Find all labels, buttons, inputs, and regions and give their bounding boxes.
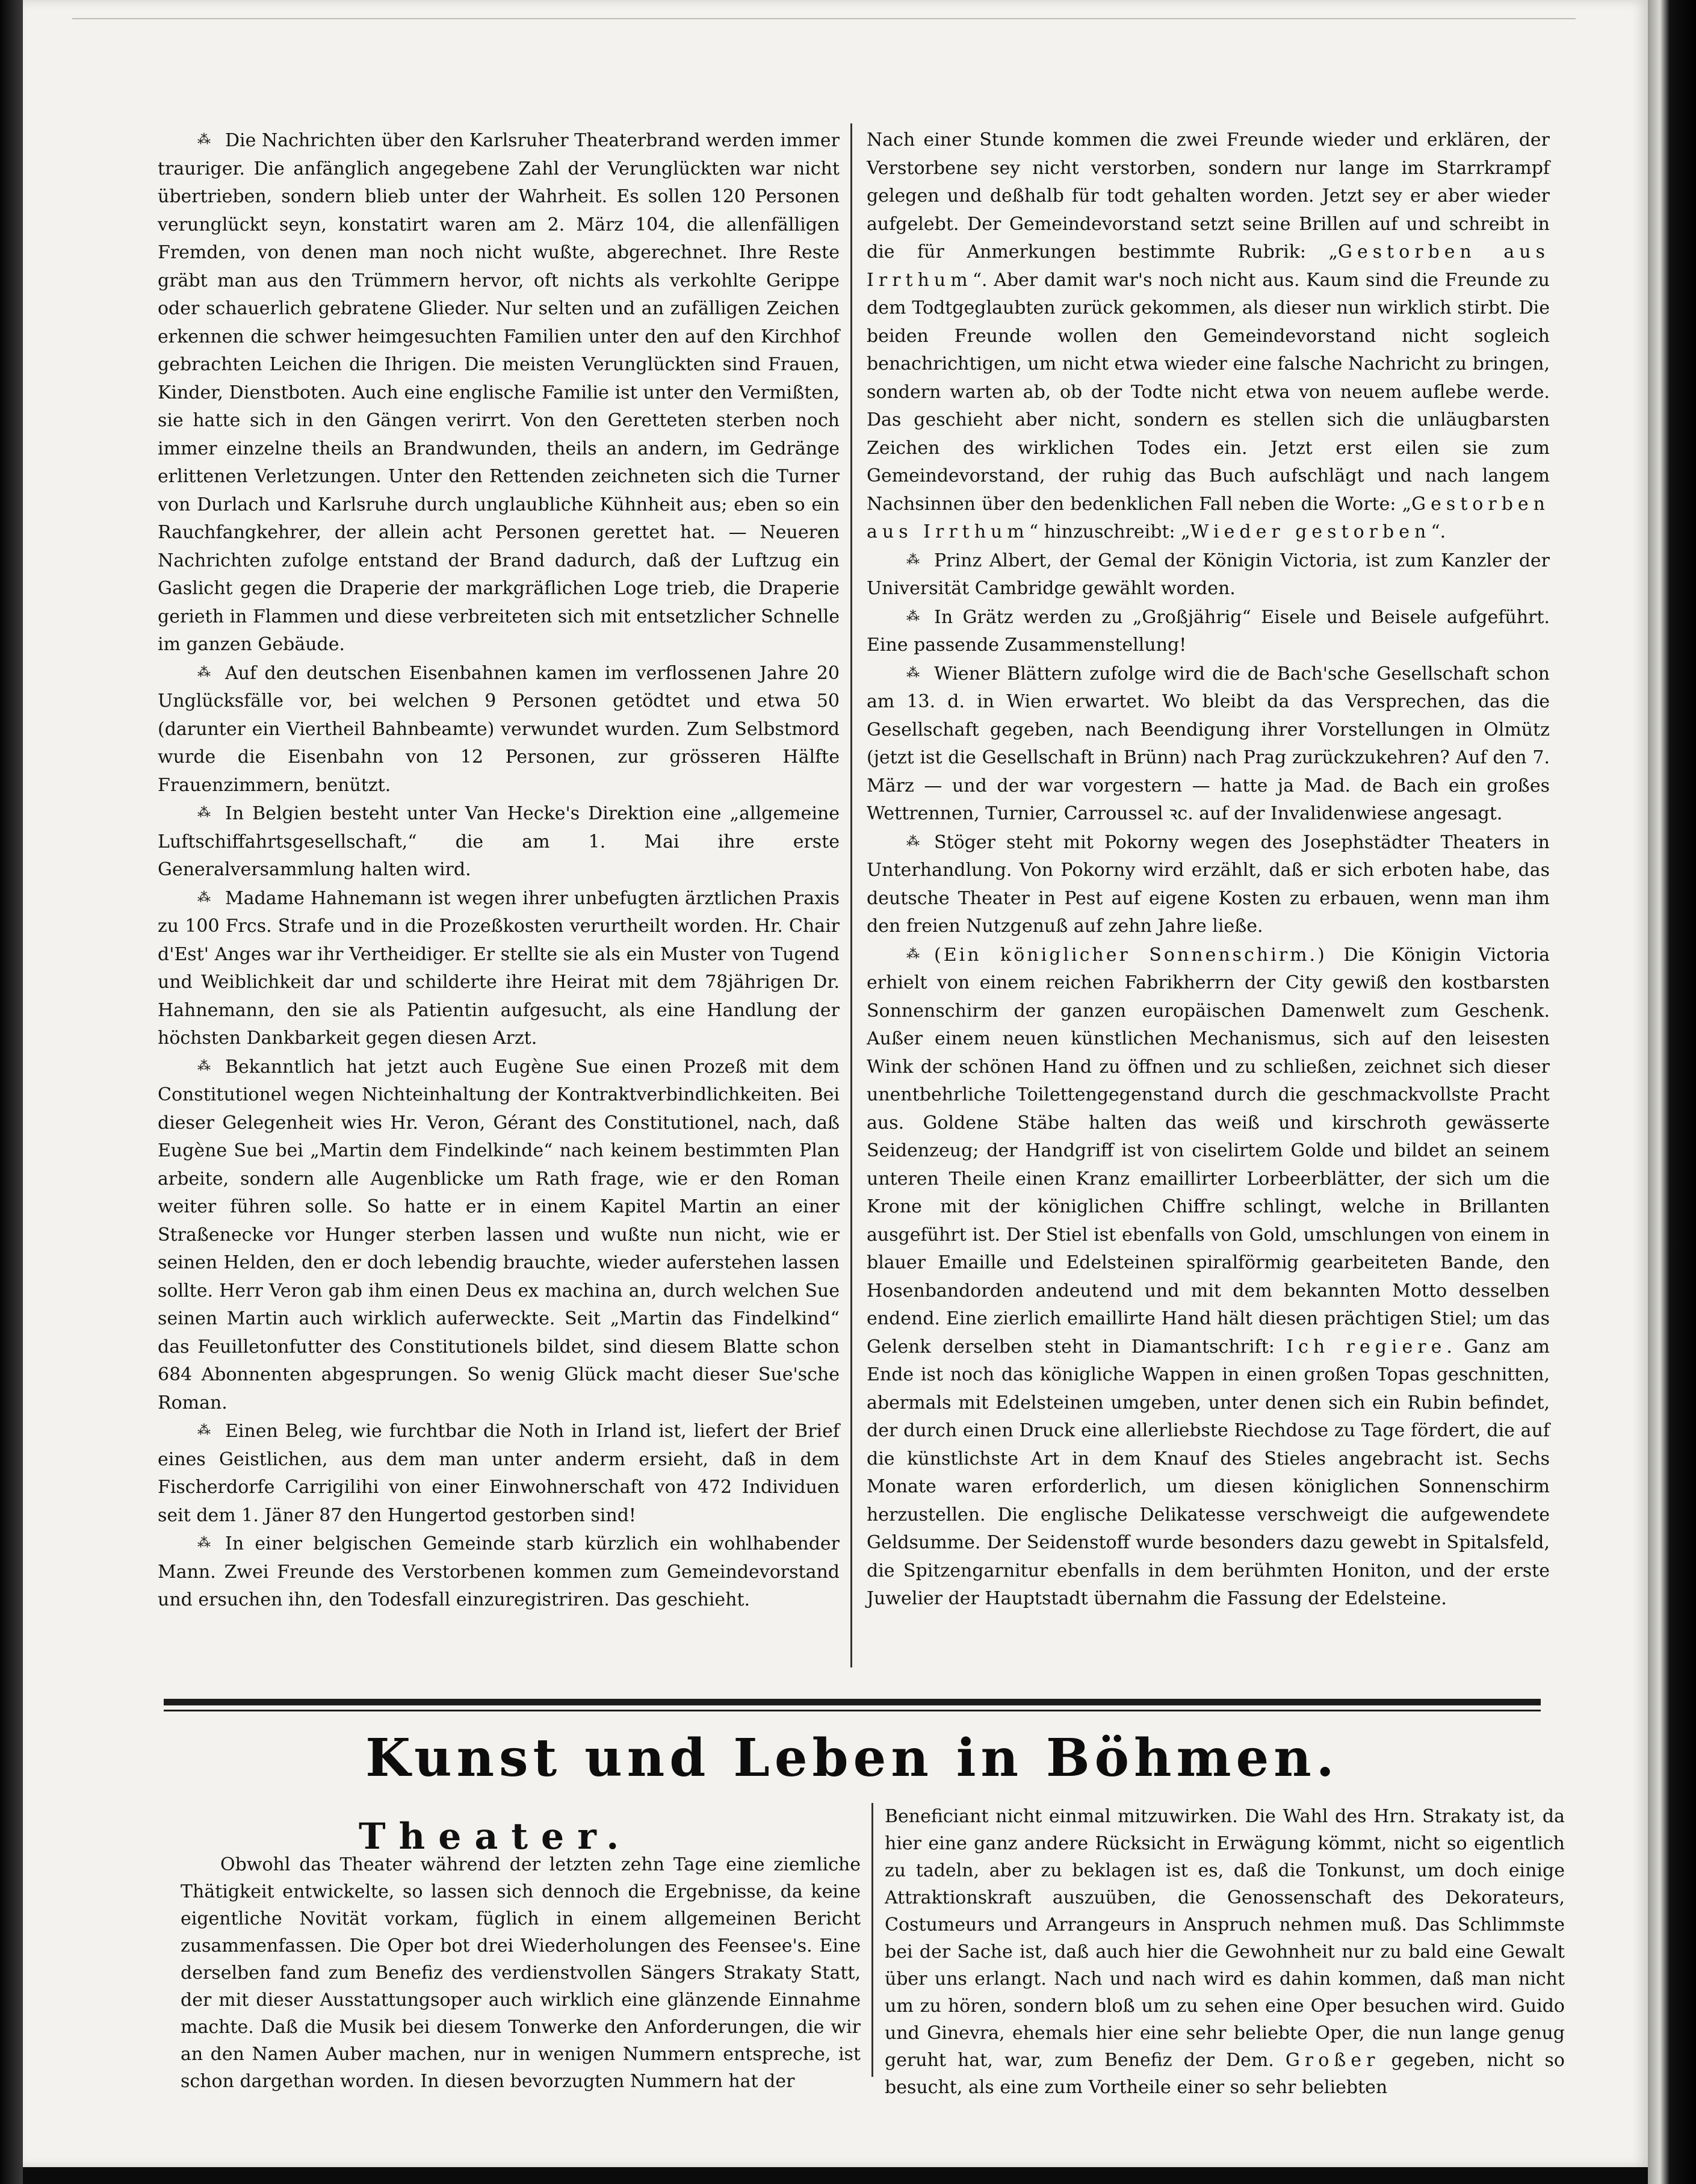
theater-paragraph: Obwohl das Theater während der letzten zehn Tage eine ziemliche Thätigkeit entwickelte, so lassen sich dennoch die Ergebnisse, da keine eigentliche Novität vorkam, füglich in einem allgemeinen Bericht zusammenfassen. Die Oper bot drei Wiederholungen des Feensee's. Eine derselben fand zum Benefiz des verdienstvollen Sängers Strakaty Statt, der mit dieser Ausstattungsoper auch wirklich eine glänzende Einnahme machte. Daß die Musik bei diesem Tonwerke den Anforderungen, die wir an den Namen Auber machen, nur in wenigen Nummern entspreche, ist schon dargethan worden. In diesen bevorzugten Nummern hat der	[181, 1854, 861, 2092]
news-item: ⁂ Auf den deutschen Eisenbahnen kamen im verflossenen Jahre 20 Unglücksfälle vor, bei welchen 9 Personen getödtet und etwa 50 (darunter ein Viertheil Bahnbeamte) verwundet wurden. Zum Selbstmord wurde die Eisenbahn von 12 Personen, zur grösseren Hälfte Frauenzimmern, benützt.	[158, 659, 840, 800]
news-column-left	[158, 126, 840, 1615]
top-rule	[72, 18, 1576, 19]
news-item: ⁂ Prinz Albert, der Gemal der Königin Victoria, ist zum Kanzler der Universität Cambridge gewählt worden.	[867, 547, 1550, 603]
news-item: ⁂ In Belgien besteht unter Van Hecke's Direktion eine „allgemeine Luftschiffahrtsgesellschaft,“ die am 1. Mai ihre erste Generalversammlung halten wird.	[158, 799, 840, 884]
asterism-icon: ⁂	[906, 552, 918, 568]
asterism-icon: ⁂	[906, 665, 918, 681]
news-item: ⁂ Madame Hahnemann ist wegen ihrer unbefugten ärztlichen Praxis zu 100 Frcs. Strafe und in die Prozeßkosten verurtheilt worden. Hr. Chair d'Est' Anges war ihr Vertheidiger. Er stellte sie als ein Muster von Tugend und Weiblichkeit dar und schilderte ihre Heirat mit dem 78jährigen Dr. Hahnemann, den sie als Patientin aufgesucht, als eine Handlung der höchsten Dankbarkeit gegen diesen Arzt.	[158, 884, 840, 1053]
news-item: ⁂ Die Nachrichten über den Karlsruher Theaterbrand werden immer trauriger. Die anfänglich angegebene Zahl der Verunglückten war nicht übertrieben, sondern blieb unter der Wahrheit. Es sollen 120 Personen verunglückt seyn, konstatirt waren am 2. März 104, die allenfälligen Fremden, von denen man noch nicht wußte, abgerechnet. Ihre Reste gräbt man aus den Trümmern hervor, oft nichts als verkohlte Gerippe oder schauerlich gebratene Glieder. Nur selten und an zufälligen Zeichen erkennen die schwer heimgesuchten Familien unter den auf den Kirchhof gebrachten Leichen die Ihrigen. Die meisten Verunglückten sind Frauen, Kinder, Dienstboten. Auch eine englische Familie ist unter den Vermißten, sie hatte sich in den Gängen verirrt. Von den Geretteten sterben noch immer einzelne theils an Brandwunden, theils an andern, im Gedränge erlittenen Verletzungen. Unter den Rettenden zeichneten sich die Turner von Durlach und Karlsruhe durch unglaubliche Kühnheit aus; eben so ein Rauchfangkehrer, der allein acht Personen gerettet hat. — Neueren Nachrichten zufolge entstand der Brand dadurch, daß der Luftzug ein Gaslicht gegen die Draperie der markgräflichen Loge trieb, die Draperie gerieth in Flammen und diese verbreiteten sich mit entsetzlicher Schnelle im ganzen Gebäude.	[158, 126, 840, 659]
news-item: ⁂ In einer belgischen Gemeinde starb kürzlich ein wohlhabender Mann. Zwei Freunde des Verstorbenen kommen zum Gemeindevorstand und ersuchen ihn, den Todesfall einzuregistriren. Das geschieht.	[158, 1530, 840, 1615]
column-divider	[850, 123, 852, 1667]
asterism-icon: ⁂	[197, 890, 209, 905]
page-edge-right	[1648, 0, 1696, 2184]
theater-column-left	[181, 1851, 861, 2095]
asterism-icon: ⁂	[197, 1536, 209, 1551]
theater-column-right	[885, 1803, 1565, 2101]
news-column-right	[867, 126, 1550, 1613]
asterism-icon: ⁂	[906, 946, 918, 962]
asterism-icon: ⁂	[197, 665, 209, 680]
asterism-icon: ⁂	[197, 132, 209, 147]
news-item-parasol: ⁂ (Ein königlicher Sonnenschirm.) Die Königin Victoria erhielt von einem reichen Fabrikherrn der City gewiß den kostbarsten Sonnenschirm der ganzen europäischen Damenwelt zum Geschenk. Außer einem neuen künstlichen Mechanismus, sich auf den leisesten Wink der schönen Hand zu öffnen und zu schließen, zeichnet sich dieser unentbehrliche Toilettengegenstand durch die geschmackvollste Pracht aus. Goldene Stäbe halten das weiß und kirschroth gewässerte Seidenzeug; der Handgriff ist von ciselirtem Golde und bildet an seinem unteren Theile einen Kranz emaillirter Lorbeerblätter, der sich um die Krone mit der königlichen Chiffre schlingt, welche in Brillanten ausgeführt ist. Der Stiel ist ebenfalls von Gold, umschlungen von einem in blauer Emaille und Edelsteinen spiralförmig gearbeiteten Bande, den Hosenbandorden andeutend und mit dem bekannten Motto desselben endend. Eine zierlich emaillirte Hand hält diesen prächtigen Stiel; um das Gelenk derselben steht in Diamantschrift: Ich regiere. Ganz am Ende ist noch das königliche Wappen in einen großen Topas geschnitten, abermals mit Edelsteinen umgeben, unter denen sich ein Rubin befindet, der durch einen Druck eine allerliebste Riechdose zu Tage fördert, die auf die künstlichste Art in dem Knauf des Stieles angebracht ist. Sechs Monate waren erforderlich, um diesen königlichen Sonnenschirm herzustellen. Die englische Delikatesse verschweigt die aufgewendete Geldsumme. Der Seidenstoff wurde besonders dazu gewebt in Spitalsfeld, die Spitzengarnitur ebenfalls in dem berühmten Honiton, und der erste Juwelier der Hauptstadt übernahm die Fassung der Edelsteine.	[867, 941, 1550, 1613]
news-item-continued: Nach einer Stunde kommen die zwei Freunde wieder und erklären, der Verstorbene sey nicht verstorben, sondern nur lange im Starrkrampf gelegen und deßhalb für todt gehalten worden. Jetzt sey er aber wieder aufgelebt. Der Gemeindevorstand setzt seine Brillen auf und schreibt in die für Anmerkungen bestimmte Rubrik: „Gestorben aus Irrthum“. Aber damit war's noch nicht aus. Kaum sind die Freunde zu dem Todtgeglaubten zurück gekommen, als dieser nun wirklich stirbt. Die beiden Freunde wollen den Gemeindevorstand nicht sogleich benachrichtigen, um nicht etwa wieder eine falsche Nachricht zu bringen, sondern warten ab, ob der Todte nicht etwa von neuem auflebe werde. Das geschieht aber nicht, sondern es stellen sich die unläugbarsten Zeichen des wirklichen Todes ein. Jetzt erst eilen sie zum Gemeindevorstand, der ruhig das Buch aufschlägt und nach langem Nachsinnen über den bedenklichen Fall neben die Worte: „Gestorben aus Irrthum“ hinzuschreibt: „Wieder gestorben“.	[867, 129, 1550, 542]
asterism-icon: ⁂	[197, 1423, 209, 1438]
asterism-icon: ⁂	[197, 805, 209, 821]
section-rule	[164, 1710, 1541, 1711]
asterism-icon: ⁂	[906, 609, 918, 624]
asterism-icon: ⁂	[197, 1058, 209, 1074]
news-item: ⁂ Einen Beleg, wie furchtbar die Noth in Irland ist, liefert der Brief eines Geistlichen, aus dem man unter anderm ersieht, daß in dem Fischerdorfe Carrigilihi von einer Einwohnerschaft von 472 Individuen seit dem 1. Jäner 87 den Hungertod gestorben sind!	[158, 1417, 840, 1530]
news-item: ⁂ In Grätz werden zu „Großjährig“ Eisele und Beisele aufgeführt. Eine passende Zusammenstellung!	[867, 603, 1550, 660]
section-subtitle: Theater.	[359, 1816, 633, 1858]
news-item: ⁂ Stöger steht mit Pokorny wegen des Josephstädter Theaters in Unterhandlung. Von Pokorny wird erzählt, daß er sich erboten habe, das deutsche Theater in Pest auf eigene Kosten zu erbauen, wenn man ihm den freien Nutzgenuß auf zehn Jahre ließe.	[867, 828, 1550, 941]
asterism-icon: ⁂	[906, 834, 918, 849]
news-item: ⁂ Wiener Blättern zufolge wird die de Bach'sche Gesellschaft schon am 13. d. in Wien erwartet. Wo bleibt da das Versprechen, das die Gesellschaft gegeben, nach Beendigung ihrer Vorstellungen in Olmütz (jetzt ist die Gesellschaft in Brünn) nach Prag zurückzukehren? Auf den 7. März — und der war vorgestern — hatte ja Mad. de Bach ein großes Wettrennen, Turnier, Carroussel ꝛc. auf der Invalidenwiese angesagt.	[867, 660, 1550, 828]
section-title: Kunst und Leben in Böhmen.	[365, 1728, 1339, 1788]
section-rule	[164, 1699, 1541, 1705]
scan-edge-left	[0, 0, 23, 2184]
column-divider	[871, 1803, 873, 2077]
news-item: ⁂ Bekanntlich hat jetzt auch Eugène Sue einen Prozeß mit dem Constitutionel wegen Nichteinhaltung der Kontraktverbindlichkeiten. Bei dieser Gelegenheit wies Hr. Veron, Gérant des Constitutionel, nach, daß Eugène Sue bei „Martin dem Findelkinde“ nach keinem bestimmten Plan arbeite, sondern alle Augenblicke um Rath frage, wie er den Roman weiter führen solle. So hatte er in einem Kapitel Martin an einer Straßenecke vor Hunger sterben lassen und wußte nun nicht, wie er seinen Helden, den er doch lebendig brauchte, wieder auferstehen lassen sollte. Herr Veron gab ihm einen Deus ex machina an, durch welchen Sue seinen Martin auch wirklich auferweckte. Seit „Martin das Findelkind“ das Feuilletonfutter des Constitutionels bildet, sind diesem Blatte schon 684 Abonnenten abgesprungen. So wenig Glück macht dieser Sue'sche Roman.	[158, 1053, 840, 1418]
theater-paragraph-continued: Beneficiant nicht einmal mitzuwirken. Die Wahl des Hrn. Strakaty ist, da hier eine ganz andere Rücksicht in Erwägung kömmt, nicht so eigentlich zu tadeln, aber zu beklagen ist es, daß die Tonkunst, um doch einige Attraktionskraft auszuüben, die Genossenschaft des Dekorateurs, Costumeurs und Arrangeurs in Anspruch nehmen muß. Das Schlimmste bei der Sache ist, daß auch hier die Gewohnheit nur zu bald eine Gewalt über uns erlangt. Nach und nach wird es dahin kommen, daß man nicht um zu hören, sondern bloß um zu sehen eine Oper besuchen wird. Guido und Ginevra, ehemals hier eine sehr beliebte Oper, die nun lange genug geruht hat, war, zum Benefiz der Dem. Großer gegeben, nicht so besucht, als eine zum Vortheile einer so sehr beliebten	[885, 1806, 1565, 2098]
parasol-heading: (Ein königlicher Sonnenschirm.)	[934, 944, 1327, 966]
